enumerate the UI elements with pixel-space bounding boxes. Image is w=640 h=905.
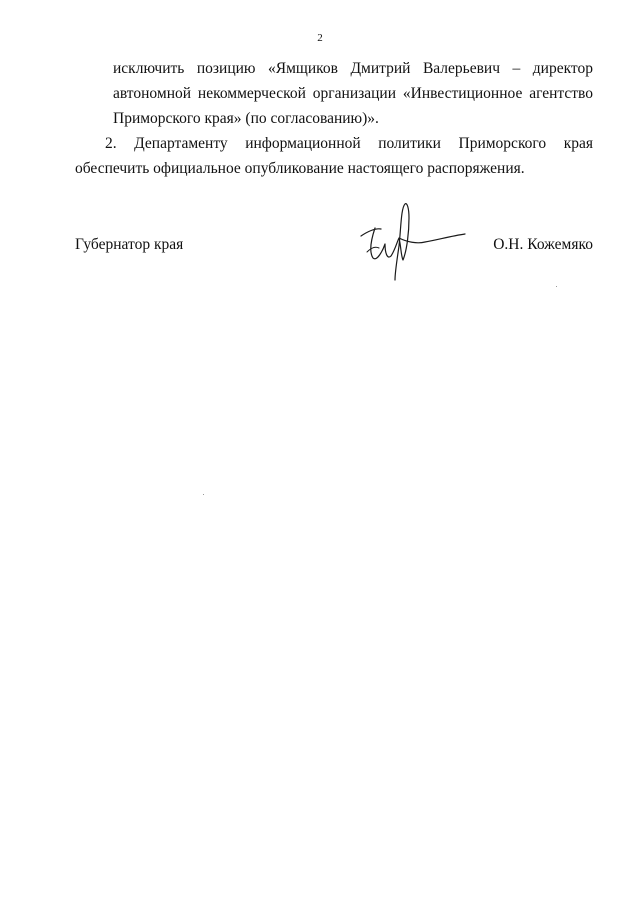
scan-speck: [556, 286, 557, 287]
paragraph-line: автономной некоммерческой организации «Инвестиционное агентство: [113, 85, 593, 102]
paragraph-line: Приморского края» (по согласованию)».: [113, 110, 379, 127]
handwritten-signature: [355, 198, 470, 283]
page-number: 2: [317, 32, 323, 44]
signatory-position: Губернатор края: [75, 236, 184, 253]
paragraph-exclusion: [75, 56, 593, 131]
paragraph-publication: 2. Департаменту информационной политики Приморского края обеспечить официальное опубликование настоящего распоряжения.: [75, 135, 593, 177]
scan-speck: [203, 494, 204, 495]
signatory-name: О.Н. Кожемяко: [493, 236, 593, 253]
paragraph-line: исключить позицию «Ямщиков Дмитрий Валерьевич – директор: [113, 60, 593, 77]
